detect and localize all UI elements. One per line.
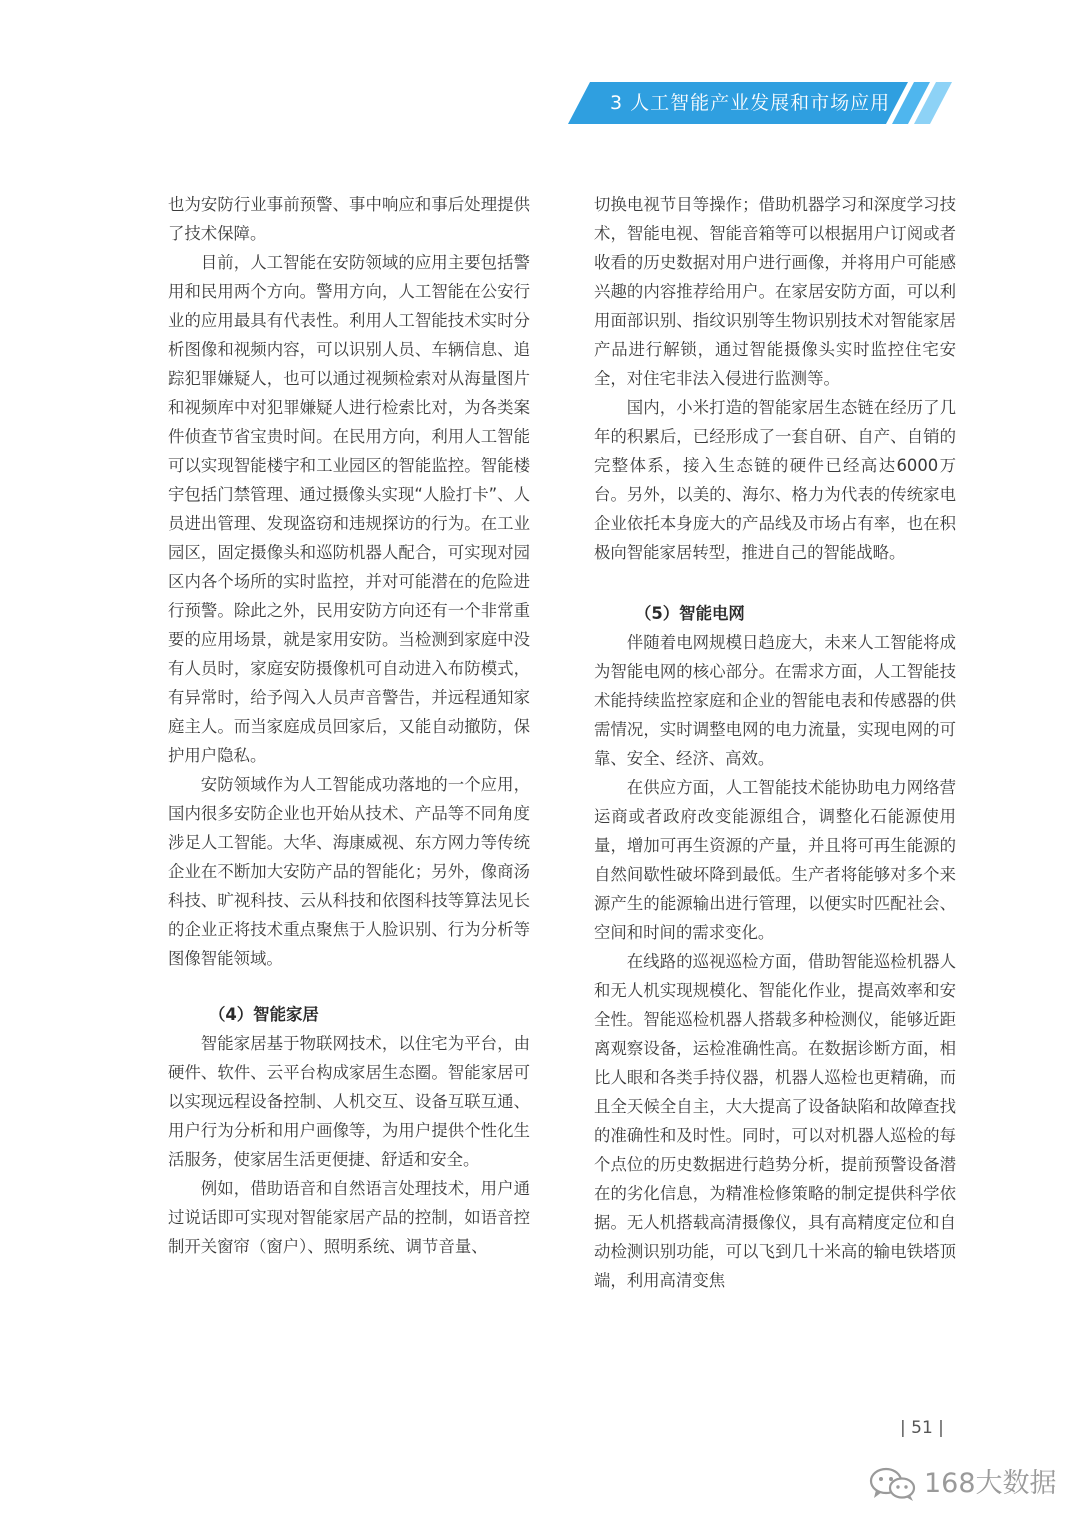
chapter-title: 3 人工智能产业发展和市场应用 (610, 92, 891, 114)
page-number: | 51 | (900, 1418, 944, 1438)
left-column (168, 190, 530, 1261)
watermark-text: 168大数据 (924, 1468, 1057, 1499)
right-column (594, 190, 956, 1295)
watermark (868, 1464, 1058, 1504)
paragraph: 智能家居基于物联网技术，以住宅为平台，由硬件、软件、云平台构成家居生态圈。智能家居可以实现远程设备控制、人机交互、设备互联互通、用户行为分析和用户画像等，为用户提供个性化生活服务，使家居生活更便捷、舒适和安全。 (168, 1034, 530, 1169)
paragraph: 也为安防行业事前预警、事中响应和事后处理提供了技术保障。 (168, 195, 530, 243)
wechat-icon (868, 1466, 918, 1502)
paragraph: 国内，小米打造的智能家居生态链在经历了几年的积累后，已经形成了一套自研、自产、自销的完整体系，接入生态链的硬件已经高达6000万台。另外，以美的、海尔、格力为代表的传统家电企业依托本身庞大的产品线及市场占有率，也在积极向智能家居转型，推进自己的智能战略。 (594, 398, 956, 562)
paragraph: 目前，人工智能在安防领域的应用主要包括警用和民用两个方向。警用方向，人工智能在公安行业的应用最具有代表性。利用人工智能技术实时分析图像和视频内容，可以识别人员、车辆信息、追踪犯罪嫌疑人，也可以通过视频检索对从海量图片和视频库中对犯罪嫌疑人进行检索比对，为各类案件侦查节省宝贵时间。在民用方向，利用人工智能可以实现智能楼宇和工业园区的智能监控。智能楼宇包括门禁管理、通过摄像头实现“人脸打卡”、人员进出管理、发现盗窃和违规探访的行为。在工业园区，固定摄像头和巡防机器人配合，可实现对园区内各个场所的实时监控，并对可能潜在的危险进行预警。除此之外，民用安防方向还有一个非常重要的应用场景，就是家用安防。当检测到家庭中没有人员时，家庭安防摄像机可自动进入布防模式，有异常时，给予闯入人员声音警告，并远程通知家庭主人。而当家庭成员回家后，又能自动撤防，保护用户隐私。 (168, 253, 530, 765)
chapter-header-band (568, 82, 908, 124)
paragraph: 在线路的巡视巡检方面，借助智能巡检机器人和无人机实现规模化、智能化作业，提高效率和安全性。智能巡检机器人搭载多种检测仪，能够近距离观察设备，运检准确性高。在数据诊断方面，相比人眼和各类手持仪器，机器人巡检也更精确，而且全天候全自主，大大提高了设备缺陷和故障查找的准确性和及时性。同时，可以对机器人巡检的每个点位的历史数据进行趋势分析，提前预警设备潜在的劣化信息，为精准检修策略的制定提供科学依据。无人机搭载高清摄像仪，具有高精度定位和自动检测识别功能，可以飞到几十米高的输电铁塔顶端，利用高清变焦 (594, 952, 956, 1290)
paragraph: 伴随着电网规模日趋庞大，未来人工智能将成为智能电网的核心部分。在需求方面，人工智能技术能持续监控家庭和企业的智能电表和传感器的供需情况，实时调整电网的电力流量，实现电网的可靠、安全、经济、高效。 (594, 633, 956, 768)
paragraph: 安防领域作为人工智能成功落地的一个应用，国内很多安防企业也开始从技术、产品等不同角度涉足人工智能。大华、海康威视、东方网力等传统企业在不断加大安防产品的智能化；另外，像商汤科技、旷视科技、云从科技和依图科技等算法见长的企业正将技术重点聚焦于人脸识别、行为分析等图像智能领域。 (168, 775, 530, 968)
section-heading-smart-home: （4）智能家居 (209, 1005, 319, 1024)
section-heading-smart-grid: （5）智能电网 (635, 604, 745, 623)
paragraph: 在供应方面，人工智能技术能协助电力网络营运商或者政府改变能源组合，调整化石能源使用量，增加可再生资源的产量，并且将可再生能源的自然间歇性破坏降到最低。生产者将能够对多个来源产生的能源输出进行管理，以便实时匹配社会、空间和时间的需求变化。 (594, 778, 956, 942)
paragraph: 切换电视节目等操作；借助机器学习和深度学习技术，智能电视、智能音箱等可以根据用户订阅或者收看的历史数据对用户进行画像，并将用户可能感兴趣的内容推荐给用户。在家居安防方面，可以利用面部识别、指纹识别等生物识别技术对智能家居产品进行解锁，通过智能摄像头实时监控住宅安全，对住宅非法入侵进行监测等。 (594, 195, 956, 388)
paragraph: 例如，借助语音和自然语言处理技术，用户通过说话即可实现对智能家居产品的控制，如语音控制开关窗帘（窗户）、照明系统、调节音量、 (168, 1179, 530, 1256)
